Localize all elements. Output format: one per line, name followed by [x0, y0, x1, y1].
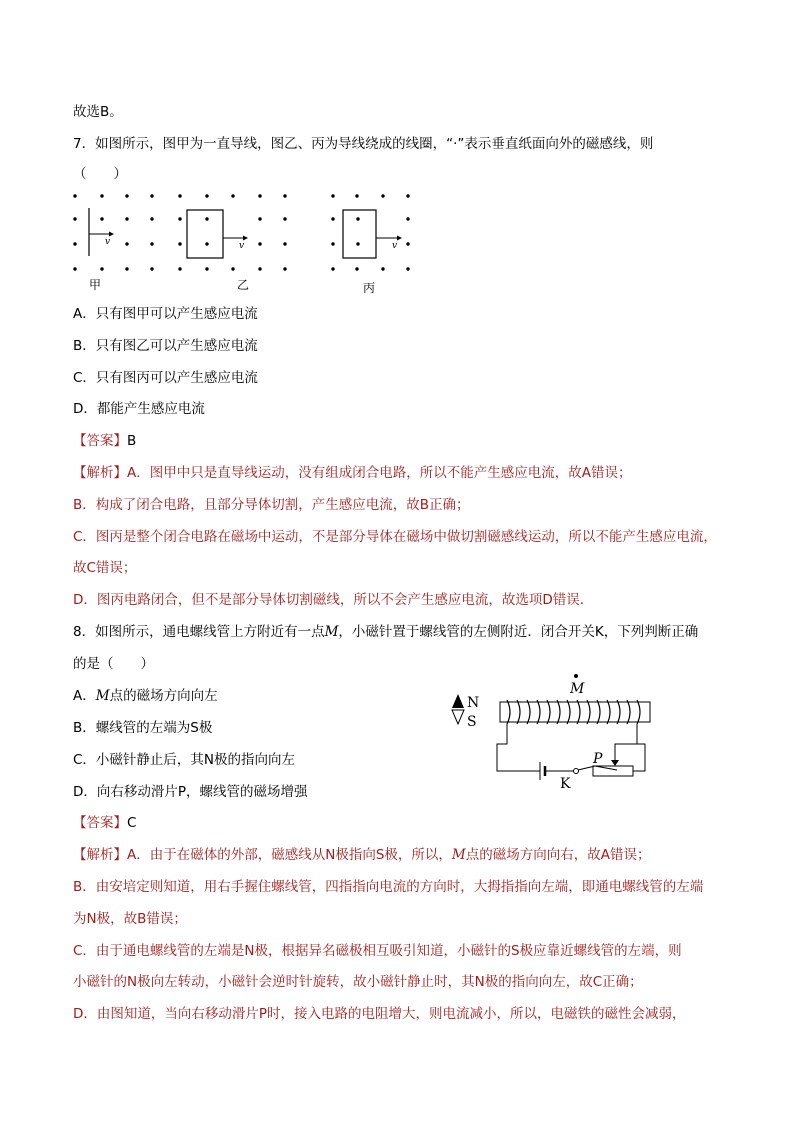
answer-value: C: [127, 815, 137, 831]
compass-s-label: S: [467, 714, 477, 730]
label-jia: 甲: [89, 278, 102, 292]
question-7-stem: 7．如图所示，图甲为一直导线，图乙、丙为导线绕成的线圈，“·”表示垂直纸面向外的磁感线，则: [73, 136, 654, 152]
explanation-7-line: C．图丙是整个闭合电路在磁场中运动，不是部分导体在磁场中做切割磁感线运动，所以不能产生感应电流，: [73, 529, 717, 545]
answer-value: B: [127, 433, 137, 449]
switch-k: [560, 766, 595, 792]
question-8-stem: 8．如图所示，通电螺线管上方附近有一点M，小磁针置于螺线管的左侧附近．闭合开关K，下列判断正确: [73, 624, 699, 640]
text-line: 故选B。: [73, 104, 123, 120]
circuit-wires: [497, 724, 645, 771]
velocity-label: v: [392, 241, 398, 251]
explanation-8-line: D．由图知道，当向右移动滑片P时，接入电路的电阻增大，则电流减小，所以，电磁铁的磁性会减弱，: [73, 1006, 686, 1022]
figure-yi: [178, 194, 286, 292]
answer-8: [73, 814, 136, 832]
explanation-8-line: B．由安培定则知道，用右手握住螺线管，四指指向电流的方向时，大拇指指向左端，即通电螺线管的左端: [73, 879, 704, 895]
figure-7: [65, 186, 425, 296]
explanation-7-line: D．图丙电路闭合，但不是部分导体切割磁线，所以不会产生感应电流，故选项D错误．: [73, 592, 594, 608]
velocity-label: v: [239, 241, 245, 251]
explanation-tag: 【解析】: [73, 465, 127, 481]
velocity-label: v: [105, 237, 111, 247]
explanation-8-line: C．由于通电螺线管的左端是N极，根据异名磁极相互吸引知道，小磁针的S极应靠近螺线管的左端，则: [73, 943, 682, 959]
label-bing: 丙: [363, 281, 376, 295]
compass-n-label: N: [467, 695, 480, 711]
answer-tag: 【答案】: [73, 433, 127, 449]
explanation-8-line: 为N极，故B错误；: [73, 911, 187, 927]
option-7a: A．只有图甲可以产生感应电流: [73, 306, 258, 322]
figure-jia: [73, 194, 153, 292]
explanation-8-line: 【解析】A．由于在磁体的外部，磁感线从N极指向S极，所以，M点的磁场方向向右，故A错误；: [73, 847, 651, 863]
point-m: [574, 674, 578, 678]
label-yi: 乙: [237, 278, 250, 292]
switch-k-label: K: [560, 776, 571, 792]
option-8b: B．螺线管的左端为S极: [73, 720, 213, 736]
option-8c: C．小磁针静止后，其N极的指向向左: [73, 752, 296, 768]
answer-7: [73, 432, 136, 450]
explanation-7-line: 故C错误；: [73, 560, 137, 576]
solenoid: [500, 700, 650, 724]
battery: [540, 762, 545, 780]
explanation-7-line: 【解析】A．图甲中只是直导线运动，没有组成闭合电路，所以不能产生感应电流，故A错误；: [73, 465, 632, 481]
option-8a: A．M点的磁场方向向左: [73, 688, 218, 704]
point-m-label: M: [570, 681, 585, 697]
rheostat: [592, 750, 633, 776]
figure-bing: [331, 194, 409, 295]
explanation-tag: 【解析】: [73, 847, 127, 863]
option-7b: B．只有图乙可以产生感应电流: [73, 338, 258, 354]
figure-8-circuit: [445, 664, 665, 794]
compass-needle: [452, 694, 479, 730]
option-7c: C．只有图丙可以产生感应电流: [73, 370, 258, 386]
explanation-7-line: B．构成了闭合电路，且部分导体切割，产生感应电流，故B正确；: [73, 497, 470, 513]
question-8-stem: 的是（ ）: [73, 656, 154, 672]
answer-tag: 【答案】: [73, 815, 127, 831]
option-7d: D．都能产生感应电流: [73, 401, 205, 417]
question-7-paren: （ ）: [73, 166, 127, 182]
slider-p-label: P: [593, 751, 603, 767]
explanation-8-line: 小磁针的N极向左转动，小磁针会逆时针旋转，故小磁针静止时，其N极的指向向左，故C正确；: [73, 974, 643, 990]
option-8d: D．向右移动滑片P，螺线管的磁场增强: [73, 784, 308, 800]
